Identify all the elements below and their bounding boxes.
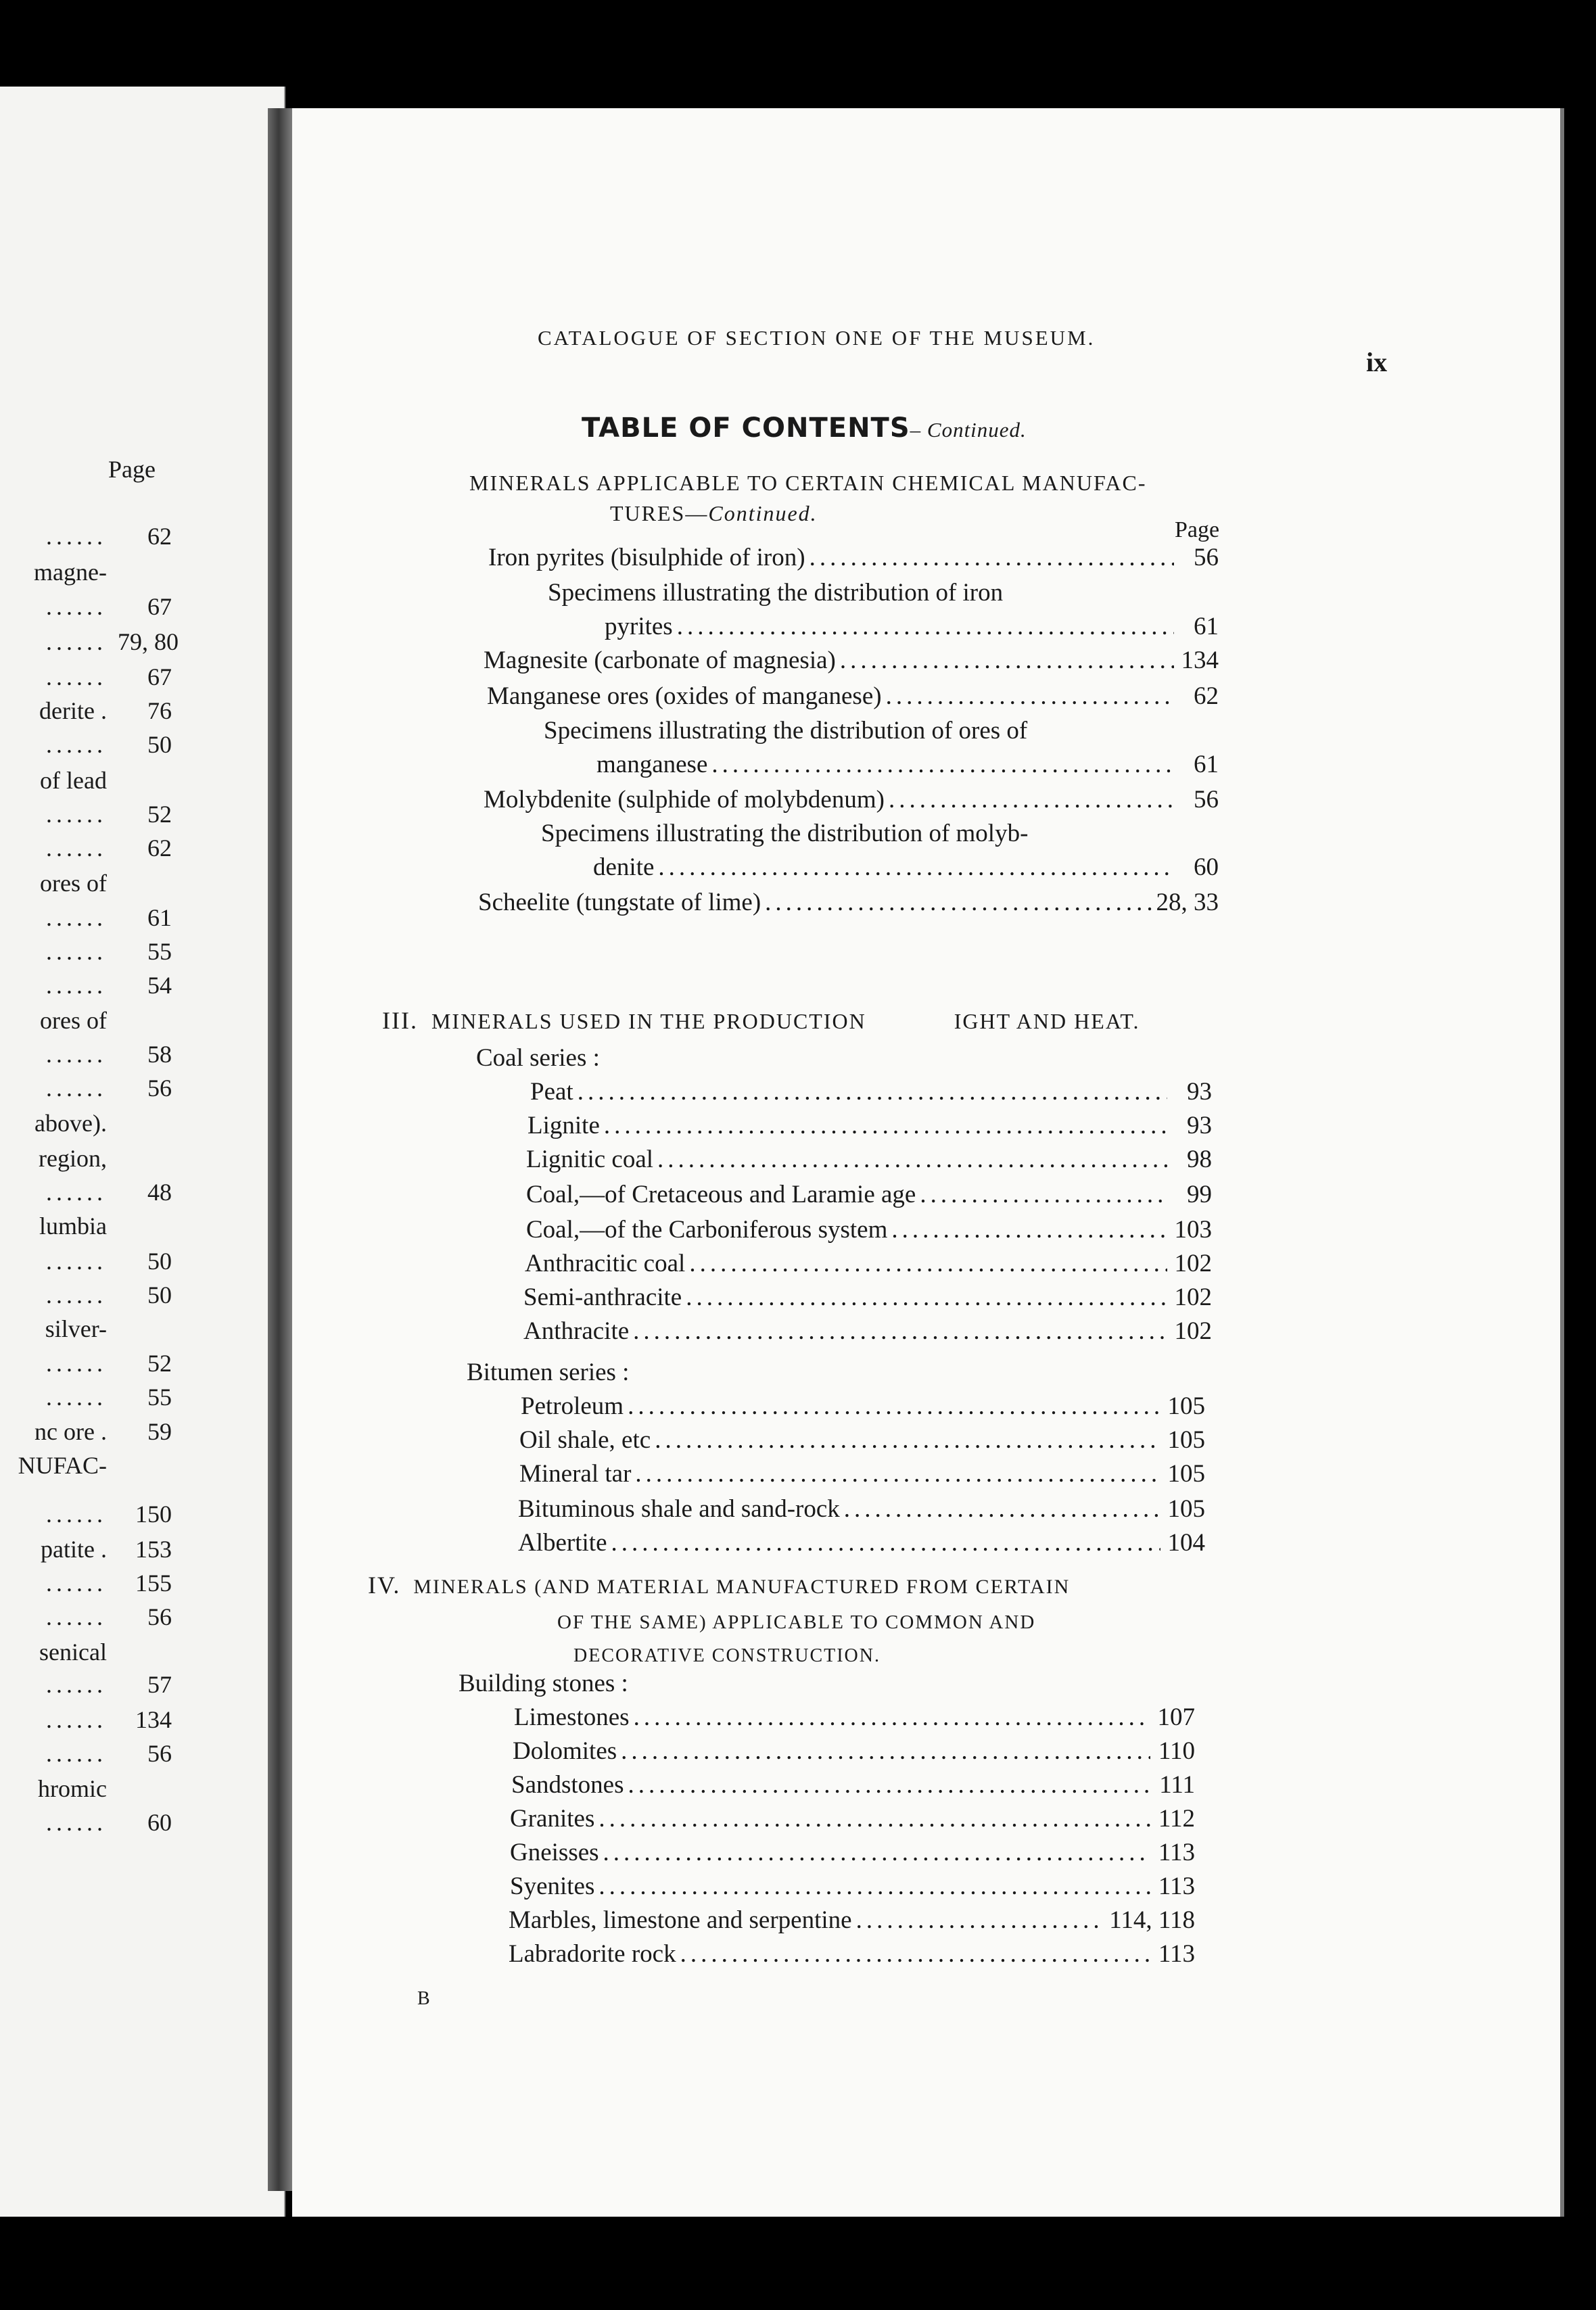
toc-entry (510, 1802, 1195, 1836)
toc-entry-page: 61 (1194, 751, 1219, 778)
left-entry-page: 50 (147, 1281, 172, 1309)
leader-dots (658, 851, 1174, 885)
toc-entry-page: 113 (1158, 1839, 1195, 1866)
toc-entry (513, 1735, 1195, 1768)
left-entry (0, 1535, 172, 1563)
toc-entry (510, 1870, 1195, 1904)
left-entry-page: 50 (147, 731, 172, 758)
leader-dots (46, 938, 107, 965)
left-entry (0, 1451, 172, 1480)
left-entry-page: 62 (147, 523, 172, 550)
left-entry-text: above). (34, 1110, 107, 1137)
section-chemical-head-2 (610, 497, 818, 529)
toc-entry-text: Sandstones (511, 1771, 624, 1799)
toc-entry (509, 1904, 1195, 1937)
toc-entry-page: 28, 33 (1156, 889, 1219, 916)
toc-entry-page: 93 (1187, 1078, 1212, 1106)
left-entry (0, 1383, 172, 1411)
leader-dots (46, 1570, 107, 1597)
left-entry (0, 1212, 172, 1240)
left-entry (0, 971, 172, 999)
left-entry (0, 1281, 172, 1309)
leader-dots (46, 1248, 107, 1275)
leader-dots (46, 593, 107, 620)
toc-entry-text: Lignitic coal (526, 1146, 654, 1173)
left-entry (0, 1144, 172, 1173)
page-number: ix (1366, 347, 1388, 377)
toc-entry-page: 102 (1174, 1317, 1212, 1345)
leader-dots (621, 1735, 1150, 1768)
leader-dots (46, 834, 107, 862)
toc-entry-text: Scheelite (tungstate of lime) (478, 889, 761, 916)
toc-entry (541, 817, 1219, 851)
toc-entry-text: Mineral tar (519, 1460, 632, 1488)
leader-dots (598, 1802, 1150, 1836)
left-entry (0, 766, 172, 795)
leader-dots (46, 1179, 107, 1206)
leader-dots (578, 1075, 1167, 1109)
toc-entry-page: 105 (1167, 1495, 1205, 1523)
section-four-line2-wrap (557, 1606, 1035, 1639)
left-entry-page: 58 (147, 1041, 172, 1068)
leader-dots (844, 1492, 1160, 1526)
left-entry (0, 558, 172, 586)
section-four-line3: DECORATIVE CONSTRUCTION. (573, 1645, 881, 1666)
leader-dots (628, 1768, 1151, 1802)
toc-entry-page: 61 (1194, 613, 1219, 640)
toc-entry (525, 1247, 1212, 1281)
leader-dots (46, 523, 107, 550)
toc-entry-text: Limestones (514, 1703, 630, 1731)
toc-entry-text: Coal,—of the Carboniferous system (526, 1216, 888, 1244)
left-entry (0, 800, 172, 828)
toc-entry (478, 886, 1219, 920)
toc-entry (526, 1143, 1212, 1177)
left-entry (0, 1349, 172, 1377)
left-entry (0, 869, 172, 897)
left-entry-page: 67 (147, 593, 172, 620)
left-entry (0, 697, 172, 725)
left-entry (0, 1315, 172, 1343)
toc-entry-page: 110 (1158, 1737, 1195, 1765)
leader-dots (633, 1315, 1167, 1348)
toc-entry-page: 113 (1158, 1940, 1195, 1968)
toc-entry (519, 1457, 1205, 1491)
toc-entry (548, 576, 1219, 610)
toc-entry (526, 1178, 1212, 1212)
left-entry-page: 55 (147, 1384, 172, 1411)
left-entry-text: senical (39, 1639, 107, 1666)
toc-entry-text: Manganese ores (oxides of manganese) (487, 682, 882, 710)
section-chemical-head-line1: MINERALS APPLICABLE TO CERTAIN CHEMICAL MANUFAC- (469, 471, 1147, 495)
toc-entry (527, 1109, 1212, 1143)
left-entry-page: 60 (147, 1809, 172, 1836)
toc-entry-text: Specimens illustrating the distribution of iron (548, 579, 1004, 607)
left-entry-page: 50 (147, 1248, 172, 1275)
toc-entry-text: Petroleum (521, 1392, 624, 1420)
toc-entry-page: 99 (1187, 1181, 1212, 1208)
section-four-line1: MINERALS (AND MATERIAL MANUFACTURED FROM CERTAIN (413, 1576, 1071, 1598)
leader-dots (657, 1143, 1167, 1177)
leader-dots (46, 628, 107, 655)
left-entry (0, 1417, 172, 1446)
left-entry-text: ores of (40, 870, 107, 897)
left-entry-page: 150 (135, 1501, 172, 1528)
left-entry (0, 730, 172, 759)
section-four-head (368, 1569, 1070, 1603)
leader-dots (634, 1701, 1150, 1735)
section-three-title: MINERALS USED IN THE PRODUCTION (431, 1009, 866, 1033)
toc-entry (511, 1768, 1195, 1802)
left-entry-page: 55 (147, 938, 172, 965)
section-four-numeral: IV. (368, 1572, 401, 1599)
toc-entry-text: Specimens illustrating the distribution of molyb- (541, 820, 1029, 847)
running-head: CATALOGUE OF SECTION ONE OF THE MUSEUM. (538, 326, 1096, 350)
signature-mark: B (417, 1988, 430, 2009)
leader-dots (46, 1603, 107, 1630)
toc-entry-text: manganese (596, 751, 708, 778)
toc-entry (544, 714, 1219, 748)
toc-entry-text: Molybdenite (sulphide of molybdenum) (484, 786, 885, 814)
toc-entry-text: Iron pyrites (bisulphide of iron) (488, 544, 805, 571)
left-entry-text: derite . (39, 697, 107, 724)
toc-entry-page: 103 (1174, 1216, 1212, 1244)
toc-entry-page: 104 (1167, 1529, 1205, 1557)
left-entry-page: 56 (147, 1603, 172, 1630)
leader-dots (46, 1281, 107, 1309)
left-entry-page: 61 (147, 904, 172, 931)
left-entry (0, 1569, 172, 1597)
left-entry (0, 1074, 172, 1102)
left-entry-page: 153 (135, 1536, 172, 1563)
toc-entry-page: 56 (1194, 786, 1219, 814)
left-entry (0, 628, 179, 656)
leader-dots (635, 1457, 1160, 1491)
left-entry-page: 52 (147, 801, 172, 828)
toc-entry-page: 93 (1187, 1112, 1212, 1139)
leader-dots (46, 1671, 107, 1698)
coal-series-label: Coal series : (476, 1044, 600, 1072)
left-entry-page: 56 (147, 1075, 172, 1102)
toc-entry-page: 102 (1174, 1283, 1212, 1311)
left-page-label: Page (108, 456, 156, 483)
leader-dots (46, 1041, 107, 1068)
left-entry (0, 1808, 172, 1837)
toc-entry (523, 1315, 1212, 1348)
left-entry-page: 59 (147, 1418, 172, 1445)
book-gutter (268, 108, 295, 2191)
toc-entry-page: 56 (1194, 544, 1219, 571)
toc-entry (523, 1281, 1212, 1315)
toc-entry-text: denite (593, 853, 655, 881)
section-three-numeral: III. (382, 1007, 418, 1034)
toc-entry-text: Bituminous shale and sand-rock (518, 1495, 840, 1523)
toc-entry (526, 1213, 1212, 1247)
toc-entry-text: Albertite (518, 1529, 607, 1557)
leader-dots (611, 1526, 1160, 1560)
left-entry-text: silver- (45, 1315, 107, 1342)
left-entry-page: 57 (147, 1671, 172, 1698)
toc-entry-page: 113 (1158, 1872, 1195, 1900)
leader-dots (680, 1937, 1150, 1971)
left-entry-page: 155 (135, 1570, 172, 1597)
toc-entry-page: 112 (1158, 1805, 1195, 1833)
toc-entry-page: 107 (1157, 1703, 1195, 1731)
leader-dots (920, 1178, 1167, 1212)
toc-entry-page: 105 (1167, 1460, 1205, 1488)
toc-entry-page: 98 (1187, 1146, 1212, 1173)
section-chemical-head (469, 467, 1147, 499)
toc-entry (484, 644, 1219, 678)
leader-dots (809, 541, 1174, 575)
toc-entry-text: Granites (510, 1805, 595, 1833)
left-entry (0, 1739, 172, 1768)
left-entry-text: magne- (34, 559, 107, 586)
left-entry (0, 937, 172, 966)
leader-dots (628, 1390, 1160, 1423)
left-entry (0, 1178, 172, 1206)
toc-entry-text: Anthracitic coal (525, 1250, 686, 1277)
left-entry (0, 1603, 172, 1631)
bitumen-series-label: Bitumen series : (467, 1359, 630, 1386)
toc-entry-page: 114, 118 (1109, 1906, 1195, 1934)
leader-dots (677, 610, 1174, 644)
leader-dots (604, 1109, 1167, 1143)
toc-entry (488, 541, 1219, 575)
leader-dots (765, 886, 1152, 920)
leader-dots (889, 783, 1174, 817)
left-entry-page: 62 (147, 834, 172, 862)
building-stones-label: Building stones : (459, 1670, 628, 1697)
toc-entry-text: Syenites (510, 1872, 595, 1900)
toc-entry-text: Specimens illustrating the distribution of ores of (544, 717, 1028, 745)
section-chemical-continued: Continued. (708, 501, 818, 525)
toc-entry-page: 105 (1167, 1392, 1205, 1420)
toc-entry-page: 102 (1174, 1250, 1212, 1277)
toc-entry (518, 1492, 1205, 1526)
leader-dots (655, 1423, 1160, 1457)
leader-dots (46, 1706, 107, 1733)
toc-entry (596, 748, 1219, 782)
toc-entry-text: Labradorite rock (509, 1940, 676, 1968)
toc-entry-text: Marbles, limestone and serpentine (509, 1906, 852, 1934)
toc-entry-text: Semi-anthracite (523, 1283, 682, 1311)
left-entry (0, 1247, 172, 1275)
section-four-line2: OF THE SAME) APPLICABLE TO COMMON AND (557, 1611, 1036, 1633)
section-three-head (382, 1004, 1140, 1037)
section-three-title-tail: IGHT AND HEAT. (954, 1009, 1140, 1033)
leader-dots (46, 801, 107, 828)
left-entry-page: 56 (147, 1740, 172, 1767)
toc-title (582, 412, 1027, 444)
leader-dots (46, 1740, 107, 1767)
toc-entry (514, 1701, 1195, 1735)
toc-entry-page: 62 (1194, 682, 1219, 710)
leader-dots (46, 1075, 107, 1102)
leader-dots (46, 731, 107, 758)
leader-dots (46, 1384, 107, 1411)
toc-entry (510, 1836, 1195, 1870)
toc-entry-text: Dolomites (513, 1737, 617, 1765)
left-entry-page: 54 (147, 972, 172, 999)
left-entry-text: patite . (41, 1536, 107, 1563)
toc-entry-text: Oil shale, etc (519, 1426, 651, 1454)
toc-entry-text: pyrites (605, 613, 673, 640)
toc-entry (521, 1390, 1205, 1423)
leader-dots (46, 972, 107, 999)
left-entry-page: 52 (147, 1350, 172, 1377)
leader-dots (46, 1501, 107, 1528)
leader-dots (886, 680, 1174, 713)
left-entry (0, 592, 172, 621)
left-entry-page: 67 (147, 663, 172, 690)
toc-entry-text: Coal,—of Cretaceous and Laramie age (526, 1181, 916, 1208)
toc-entry-page: 134 (1181, 646, 1219, 674)
left-entry-text: ores of (40, 1007, 107, 1034)
left-entry-text: region, (39, 1145, 107, 1172)
toc-title-text: TABLE OF CONTENTS (582, 412, 910, 444)
leader-dots (603, 1836, 1150, 1870)
right-page (292, 108, 1564, 2217)
left-entry (0, 903, 172, 932)
leader-dots (689, 1247, 1167, 1281)
left-entry (0, 834, 172, 862)
right-page-label: Page (1175, 517, 1220, 542)
leader-dots (46, 904, 107, 931)
left-entry (0, 1670, 172, 1699)
left-entry (0, 1705, 172, 1734)
left-entry (0, 522, 172, 550)
toc-entry-text: Gneisses (510, 1839, 599, 1866)
toc-entry-text: Magnesite (carbonate of magnesia) (484, 646, 836, 674)
left-entry-page: 48 (147, 1179, 172, 1206)
toc-entry-page: 60 (1194, 853, 1219, 881)
toc-entry (519, 1423, 1205, 1457)
toc-entry-text: Peat (530, 1078, 573, 1106)
toc-title-suffix: – Continued. (910, 418, 1027, 442)
toc-entry-page: 111 (1159, 1771, 1195, 1799)
left-entry-text: lumbia (39, 1212, 107, 1240)
leader-dots (891, 1213, 1167, 1247)
toc-entry (530, 1075, 1212, 1109)
toc-entry-page: 105 (1167, 1426, 1205, 1454)
left-entry-text: nc ore . (34, 1418, 107, 1445)
left-entry-page: 79, 80 (118, 628, 179, 655)
toc-entry-text: Anthracite (523, 1317, 630, 1345)
leader-dots (686, 1281, 1167, 1315)
left-entry (0, 1638, 172, 1666)
left-entry (0, 1500, 172, 1528)
left-entry (0, 1109, 172, 1137)
leader-dots (840, 644, 1174, 678)
toc-entry (593, 851, 1219, 885)
toc-entry (518, 1526, 1205, 1560)
toc-entry-text: Lignite (527, 1112, 600, 1139)
left-entry-page: 76 (147, 697, 172, 724)
toc-entry (509, 1937, 1195, 1971)
leader-dots (46, 1809, 107, 1836)
left-entry (0, 1774, 172, 1803)
left-entry-text: of lead (40, 767, 107, 794)
toc-entry (484, 783, 1219, 817)
leader-dots (46, 663, 107, 690)
section-chemical-head-line2: TURES— (610, 501, 709, 525)
leader-dots (856, 1904, 1106, 1937)
toc-entry (605, 610, 1219, 644)
leader-dots (46, 1350, 107, 1377)
toc-entry (487, 680, 1219, 713)
left-entry (0, 1006, 172, 1035)
left-entry (0, 1040, 172, 1068)
left-entry (0, 663, 172, 691)
left-page (0, 87, 285, 2217)
left-entry-text: hromic (38, 1775, 107, 1802)
left-entry-text: NUFAC- (18, 1452, 107, 1479)
leader-dots (598, 1870, 1150, 1904)
left-entry-page: 134 (135, 1706, 172, 1733)
leader-dots (711, 748, 1174, 782)
